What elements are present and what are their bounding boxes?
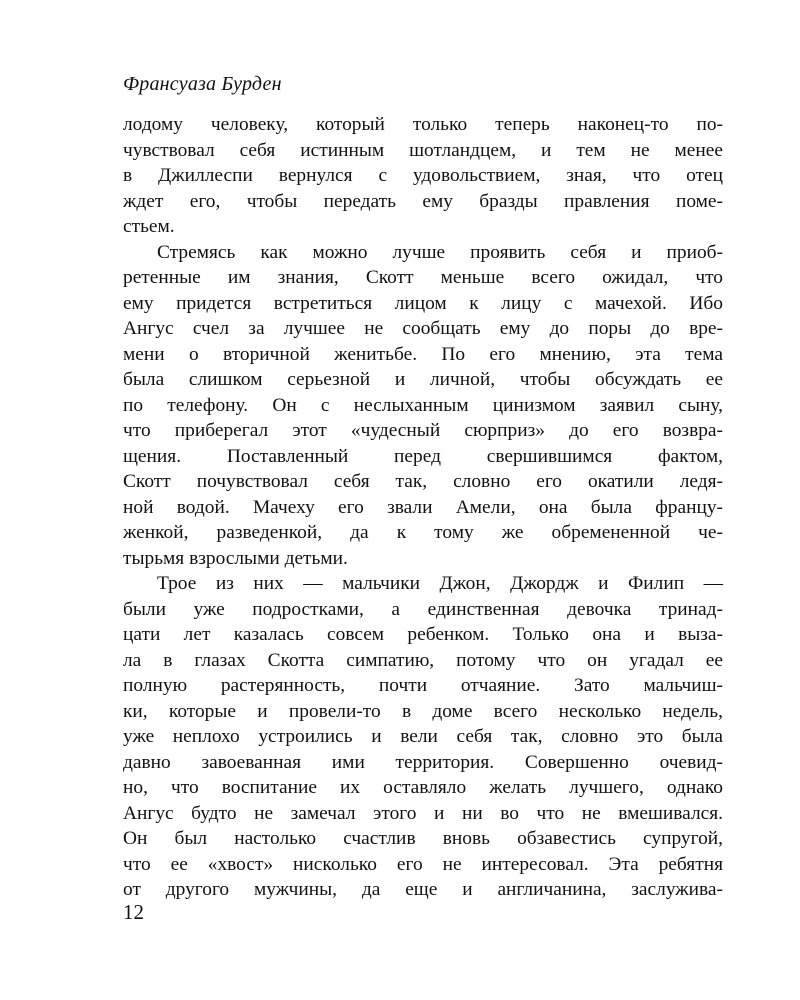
text-line: давно завоеванная ими территория. Совершенно очевид- bbox=[123, 751, 723, 773]
text-line: ной водой. Мачеху его звали Амели, она была францу- bbox=[123, 496, 723, 518]
text-line: но, что воспитание их оставляло желать лучшего, однако bbox=[123, 777, 723, 798]
page-number: 12 bbox=[123, 900, 144, 924]
text-line: по телефону. Он с неслыханным цинизмом заявил сыну, bbox=[123, 394, 723, 416]
body-text bbox=[123, 112, 723, 903]
text-line: стьем. bbox=[123, 216, 175, 237]
text-line: женкой, разведенкой, да к тому же обремененной че- bbox=[123, 522, 723, 543]
text-line: лодому человеку, который только теперь наконец-то по- bbox=[123, 114, 723, 135]
text-line: была слишком серьезной и личной, чтобы обсуждать ее bbox=[123, 369, 723, 390]
text-line: уже неплохо устроились и вели себя так, словно это была bbox=[123, 726, 723, 747]
text-line: чувствовал себя истинным шотландцем, и тем не менее bbox=[123, 139, 723, 161]
text-line: ла в глазах Скотта симпатию, потому что он угадал ее bbox=[123, 649, 723, 671]
text-line: ки, которые и провели-то в доме всего несколько недель, bbox=[123, 700, 723, 722]
text-line: цати лет казалась совсем ребенком. Только она и выза- bbox=[123, 624, 723, 645]
text-line: от другого мужчины, да еще и англичанина, заслужива- bbox=[123, 879, 723, 900]
text-line: ждет его, чтобы передать ему бразды правления поме- bbox=[123, 190, 723, 212]
text-line: Ангус будто не замечал этого и ни во что не вмешивался. bbox=[123, 802, 723, 824]
text-line: что приберегал этот «чудесный сюрприз» до его возвра- bbox=[123, 420, 723, 441]
text-line: Он был настолько счастлив вновь обзавестись супругой, bbox=[123, 828, 723, 849]
text-line: ему придется встретиться лицом к лицу с мачехой. Ибо bbox=[123, 292, 723, 314]
text-line: в Джиллеспи вернулся с удовольствием, зная, что отец bbox=[123, 165, 723, 186]
text-line: что ее «хвост» нисколько его не интересовал. Эта ребятня bbox=[123, 853, 723, 875]
text-line: щения. Поставленный перед свершившимся фактом, bbox=[123, 445, 723, 467]
text-line: Стремясь как можно лучше проявить себя и приоб- bbox=[157, 241, 723, 263]
text-line: тырьмя взрослыми детьми. bbox=[123, 547, 348, 569]
text-line: мени о вторичной женитьбе. По его мнению, эта тема bbox=[123, 343, 723, 365]
text-line: полную растерянность, почти отчаяние. Зато мальчиш- bbox=[123, 675, 723, 696]
text-line: ретенные им знания, Скотт меньше всего ожидал, что bbox=[123, 267, 723, 288]
running-head-author: Франсуаза Бурден bbox=[123, 73, 282, 95]
text-line: Скотт почувствовал себя так, словно его окатили ледя- bbox=[123, 471, 723, 492]
text-line: Ангус счел за лучшее не сообщать ему до поры до вре- bbox=[123, 318, 723, 339]
text-line: были уже подростками, а единственная девочка тринад- bbox=[123, 598, 723, 620]
text-line: Трое из них — мальчики Джон, Джордж и Филип — bbox=[157, 573, 723, 594]
